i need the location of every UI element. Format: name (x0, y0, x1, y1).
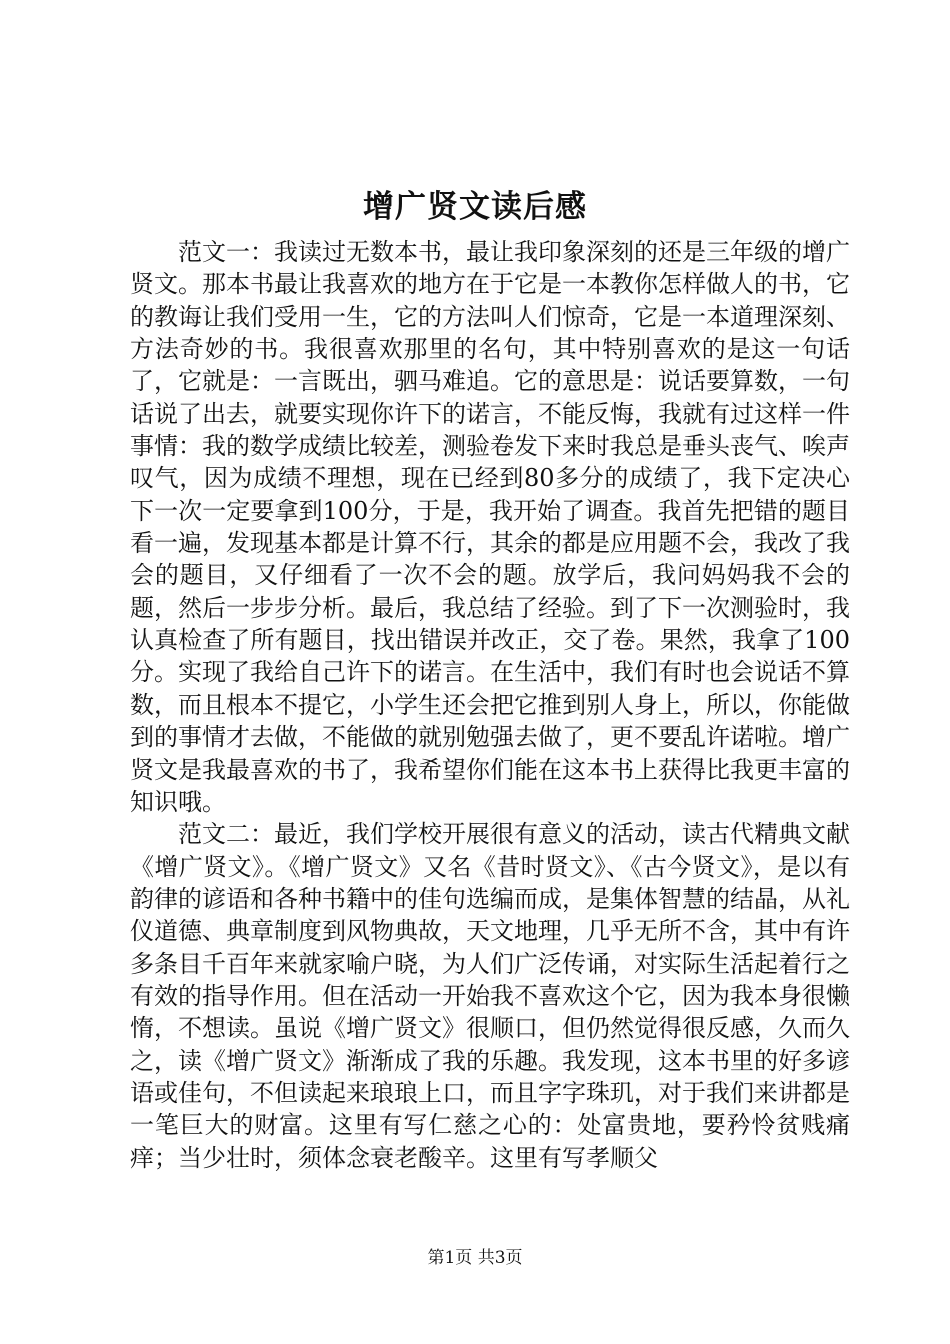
document-body (130, 236, 850, 1174)
page-number-footer: 第1页 共3页 (427, 1248, 523, 1268)
document-title: 增广贤文读后感 (363, 189, 587, 225)
paragraph-essay-two: 范文二：最近，我们学校开展很有意义的活动，读古代精典文献《增广贤文》。《增广贤文》又名《昔时贤文》、《古今贤文》，是以有韵律的谚语和各种书籍中的佳句选编而成，是集体智慧的结晶，从礼仪道德、典章制度到风物典故，天文地理，几乎无所不含，其中有许多条目千百年来就家喻户晓，为人们广泛传诵，对实际生活起着行之有效的指导作用。但在活动一开始我不喜欢这个它，因为我本身很懒惰，不想读。虽说《增广贤文》很顺口，但仍然觉得很反感，久而久之，读《增广贤文》渐渐成了我的乐趣。我发现，这本书里的好多谚语或佳句，不但读起来琅琅上口，而且字字珠玑，对于我们来讲都是一笔巨大的财富。这里有写仁慈之心的：处富贵地，要矜怜贫贱痛痒；当少壮时，须体念衰老酸辛。这里有写孝顺父 (130, 820, 850, 1172)
paragraph-essay-one: 范文一：我读过无数本书，最让我印象深刻的还是三年级的增广贤文。那本书最让我喜欢的地方在于它是一本教你怎样做人的书，它的教诲让我们受用一生，它的方法叫人们惊奇，它是一本道理深刻、方法奇妙的书。我很喜欢那里的名句，其中特别喜欢的是这一句话了，它就是：一言既出，驷马难追。它的意思是：说话要算数，一句话说了出去，就要实现你许下的诺言，不能反悔，我就有过这样一件事情：我的数学成绩比较差，测验卷发下来时我总是垂头丧气、唉声叹气，因为成绩不理想，现在已经到80多分的成绩了，我下定决心下一次一定要拿到100分，于是，我开始了调查。我首先把错的题目看一遍，发现基本都是计算不行，其余的都是应用题不会，我改了我会的题目，又仔细看了一次不会的题。放学后，我问妈妈我不会的题，然后一步步分析。最后，我总结了经验。到了下一次测验时，我认真检查了所有题目，找出错误并改正，交了卷。果然，我拿了100分。实现了我给自己许下的诺言。在生活中，我们有时也会说话不算数，而且根本不提它，小学生还会把它推到别人身上，所以，你能做到的事情才去做，不能做的就别勉强去做了，更不要乱许诺啦。增广贤文是我最喜欢的书了，我希望你们能在这本书上获得比我更丰富的知识哦。 (130, 238, 850, 816)
